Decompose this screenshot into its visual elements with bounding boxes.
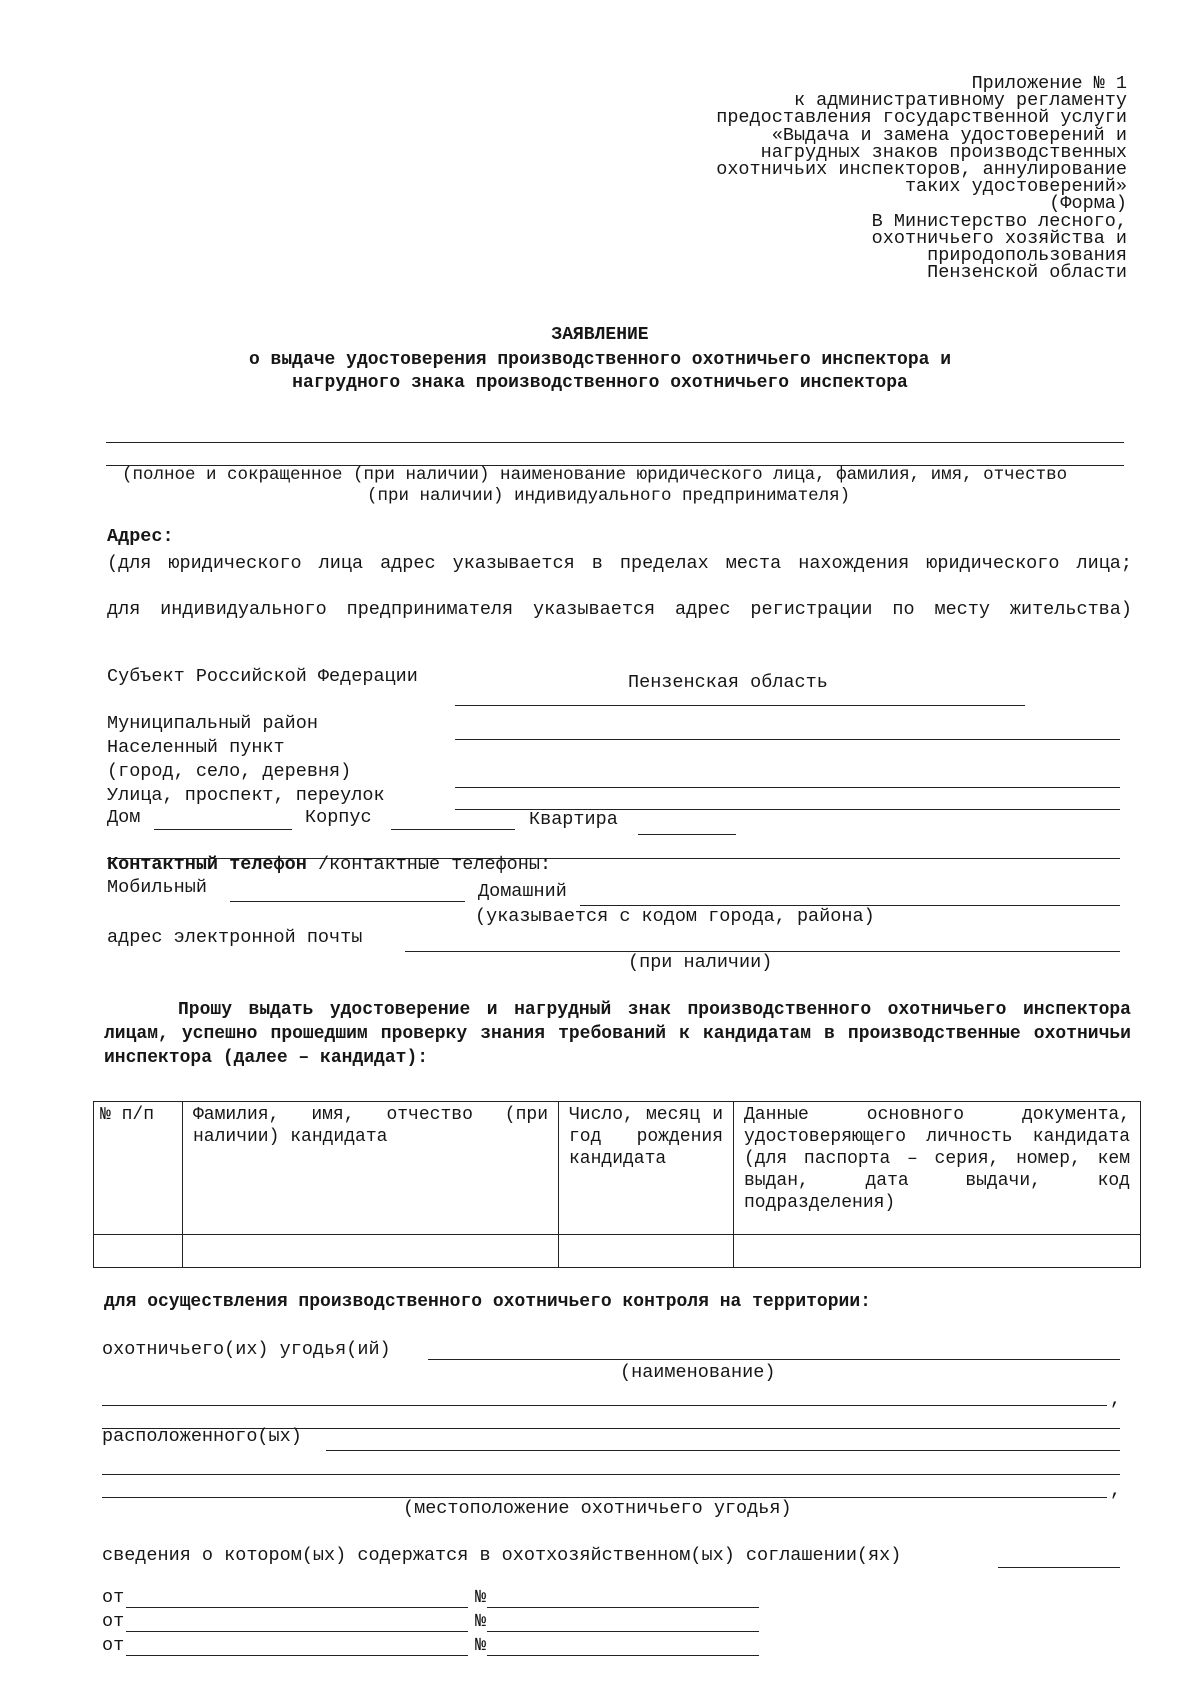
from-label: от [102,1611,125,1632]
address-note-individual: для индивидуального предпринимателя указывается адрес регистрации по месту жительства) [107,599,1132,620]
locality-label: Населенный пункт [107,737,285,758]
header-line: охотничьего хозяйства и [871,227,1127,249]
hunting-grounds-label: охотничьего(их) угодья(ий) [102,1339,391,1360]
appendix-header [716,73,1127,284]
district-label: Муниципальный район [107,713,318,734]
building-label: Корпус [305,807,372,828]
grounds-name-line-2[interactable] [102,1405,1107,1406]
header-line: Пензенской области [927,262,1127,284]
locality-field-line[interactable] [455,787,1120,788]
cell-birthdate[interactable] [559,1235,734,1268]
hunting-grounds-field-line[interactable] [428,1359,1120,1360]
request-paragraph: Прошу выдать удостоверение и нагрудный знак производственного охотничьего инспектора лицам, успешно прошедшим проверку знания требований к кандидатам в производственные охотничьи инспектора (далее – кандидат): [104,1000,1131,1068]
from-date-line[interactable] [126,1631,468,1632]
from-date-line[interactable] [126,1607,468,1608]
cell-id-document[interactable] [734,1235,1141,1268]
mobile-field-line[interactable] [230,901,465,902]
candidates-table [93,1101,1141,1268]
agreement-label: сведения о котором(ых) содержатся в охотхозяйственном(ых) соглашении(ях) [102,1545,902,1566]
number-sign: № [475,1611,487,1632]
number-sign: № [475,1635,487,1656]
title-line-2: нагрудного знака производственного охотничьего инспектора [292,373,908,393]
comma-mark-2: , [1110,1480,1122,1501]
applicant-name-line-1[interactable] [106,442,1124,443]
table-row [94,1235,1141,1268]
address-note-legal: (для юридического лица адрес указывается в пределах места нахождения юридического лица; [107,553,1132,574]
territory-heading: для осуществления производственного охотничьего контроля на территории: [104,1292,871,1312]
grounds-name-hint: (наименование) [620,1362,776,1383]
cell-fullname[interactable] [183,1235,559,1268]
header-line: таких удостоверений» [904,176,1127,198]
located-line-2[interactable] [102,1474,1120,1475]
header-line: природопользования [927,245,1127,267]
header-line: к административному регламенту [793,90,1127,112]
locality-type-label: (город, село, деревня) [107,761,352,782]
location-hint: (местоположение охотничьего угодья) [403,1498,792,1519]
email-hint: (при наличии) [628,952,773,973]
address-label: Адрес: [107,526,174,547]
email-label: адрес электронной почты [107,927,363,948]
agreement-number-line[interactable] [487,1607,759,1608]
subject-value: Пензенская область [628,672,828,693]
header-line: охотничьих инспекторов, аннулирование [716,159,1127,181]
contact-phone-label [107,854,551,875]
mobile-label: Мобильный [107,877,207,898]
header-line: В Министерство лесного, [871,210,1127,232]
number-sign: № [475,1587,487,1608]
street-label: Улица, проспект, переулок [107,785,385,806]
column-id-document-header: Данные основного документа, удостоверяющего личность кандидата (для паспорта – серия, номер, кем выдан, дата выдачи, код подразделения) [734,1102,1141,1235]
header-line: нагрудных знаков производственных [760,141,1127,163]
agreement-field-line[interactable] [998,1567,1120,1568]
apartment-label: Квартира [529,809,618,830]
column-birthdate-header: Число, месяц и год рождения кандидата [559,1102,734,1235]
cell-number[interactable] [94,1235,183,1268]
comma-mark: , [1110,1389,1122,1410]
contact-phone-label-rest: /контактные телефоны: [317,854,552,875]
header-line: «Выдача и замена удостоверений и [771,124,1127,146]
agreement-number-line[interactable] [487,1655,759,1656]
applicant-hint-2: (при наличии) индивидуального предпринимателя) [367,486,851,506]
apartment-field-line[interactable] [638,834,736,835]
column-fullname-header: Фамилия, имя, отчество (при наличии) кандидата [183,1102,559,1235]
located-label: расположенного(ых) [102,1426,302,1447]
home-phone-hint: (указывается с кодом города, района) [475,906,875,927]
from-date-line[interactable] [126,1655,468,1656]
district-field-line[interactable] [455,739,1120,740]
located-field-line[interactable] [326,1450,1120,1451]
subject-field-line[interactable] [455,705,1025,706]
from-label: от [102,1635,125,1656]
table-header-row [94,1102,1141,1235]
applicant-hint-1: (полное и сокращенное (при наличии) наименование юридического лица, фамилия, имя, отчество [122,465,1068,485]
house-label: Дом [107,807,141,828]
document-title: ЗАЯВЛЕНИЕ [551,325,649,345]
building-field-line[interactable] [391,829,515,830]
agreement-number-line[interactable] [487,1631,759,1632]
header-line: (Форма) [1049,193,1127,215]
subject-label: Субъект Российской Федерации [107,666,418,687]
header-line: Приложение № 1 [971,73,1127,94]
column-number-header: № п/п [94,1102,183,1235]
house-field-line[interactable] [154,829,292,830]
title-line-1: о выдаче удостоверения производственного охотничьего инспектора и [248,350,952,370]
contact-phone-label-bold: Контактный телефон [107,854,307,875]
home-phone-label: Домашний [478,881,567,902]
from-label: от [102,1587,125,1608]
header-line: предоставления государственной услуги [716,107,1127,129]
